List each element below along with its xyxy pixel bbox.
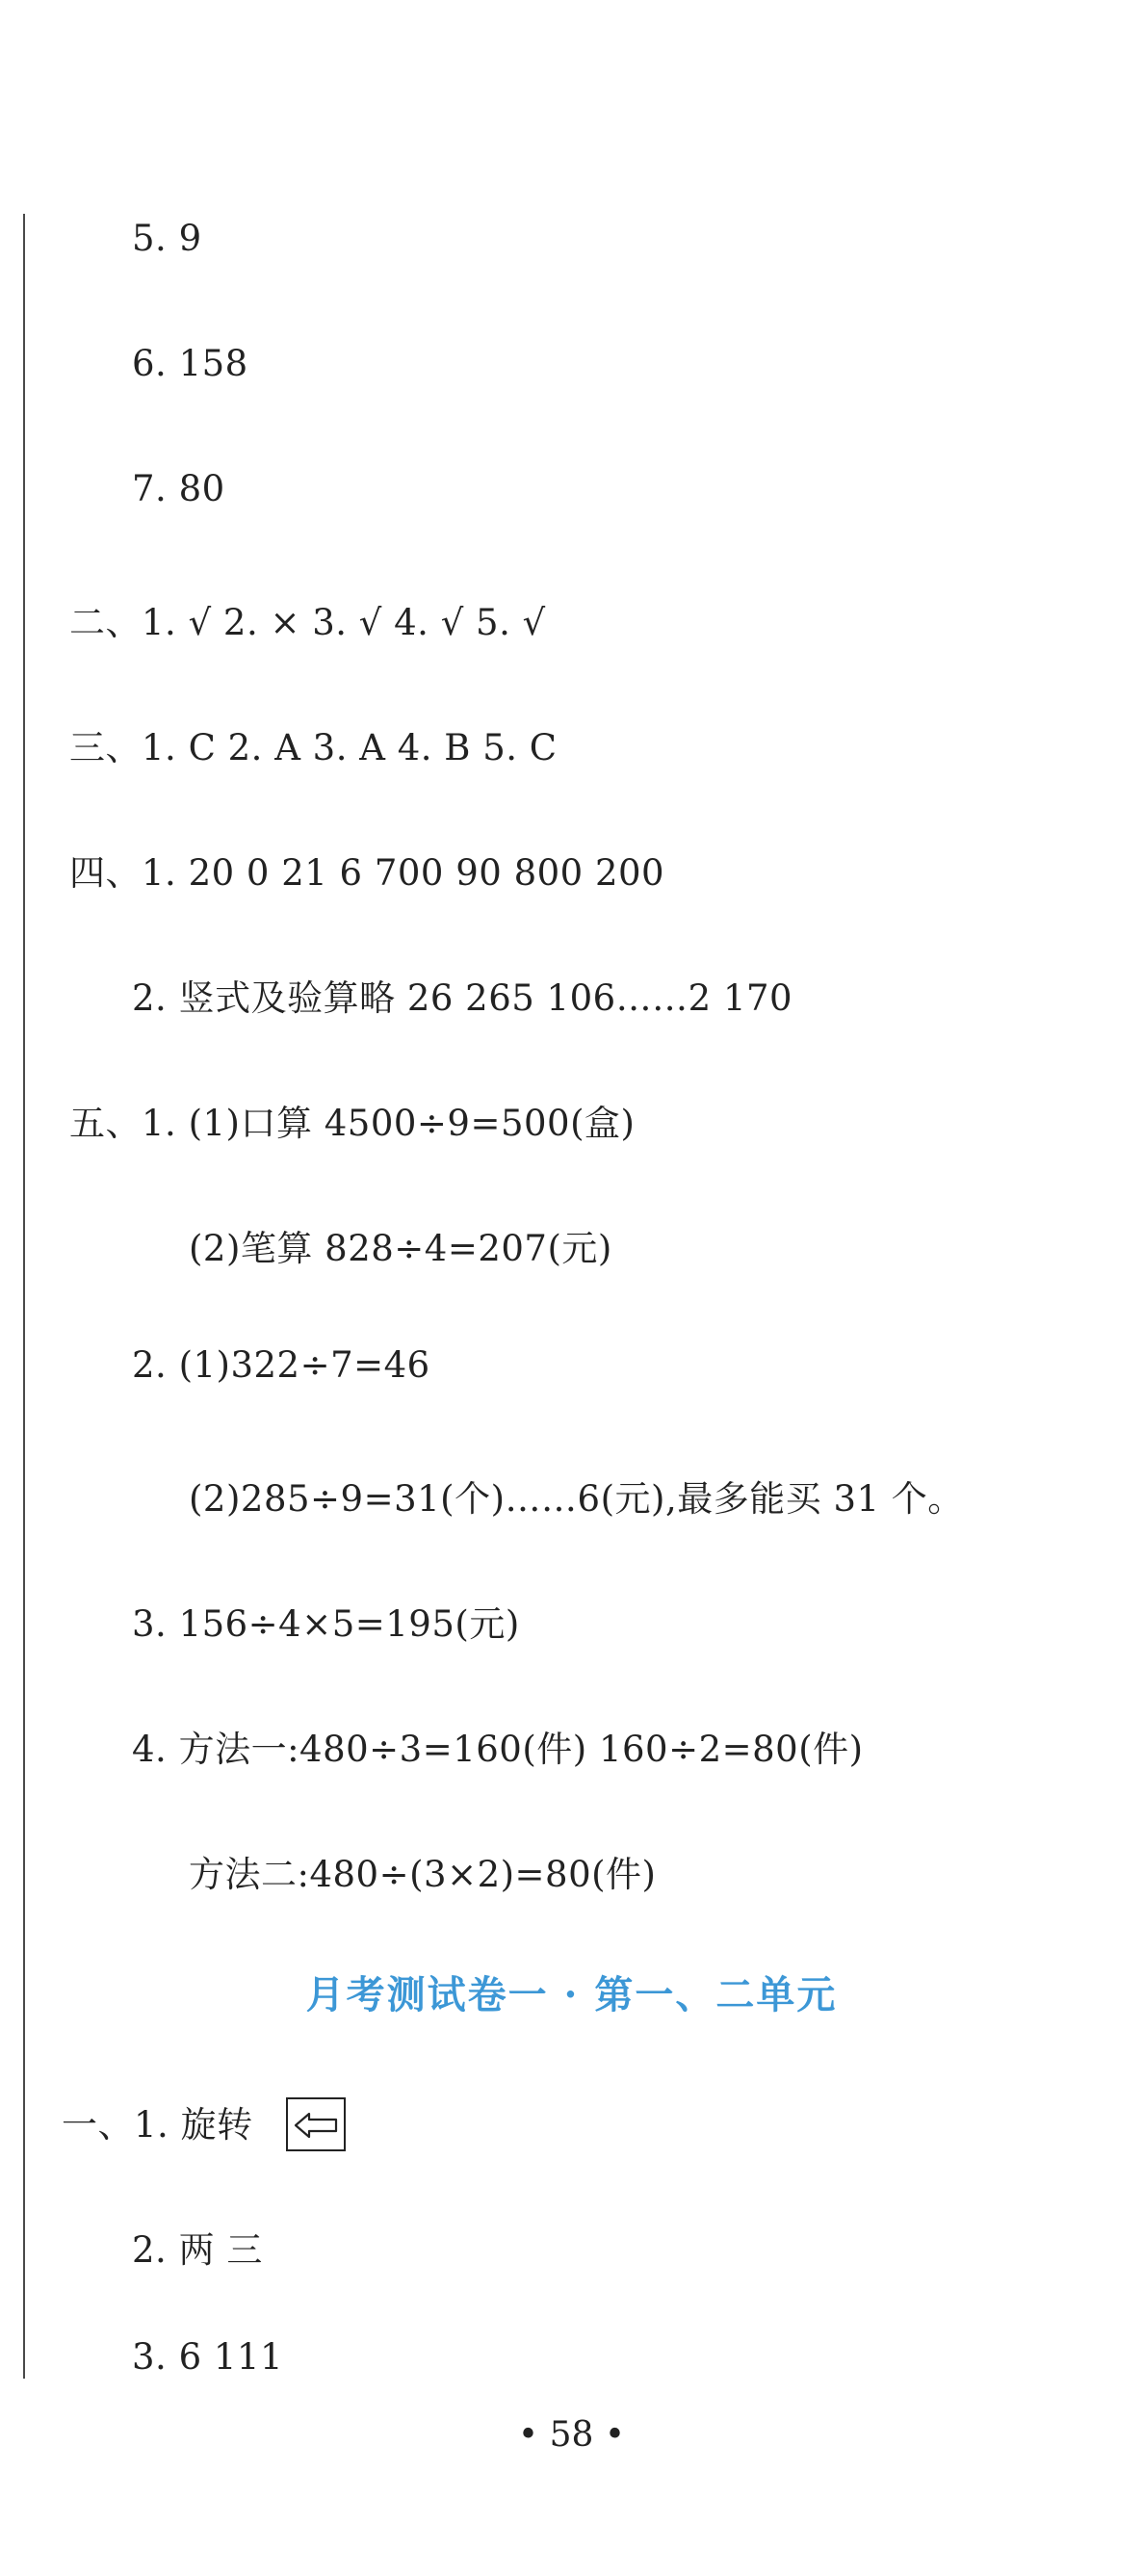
answer-line: (2)笔算 828÷4=207(元) xyxy=(189,1228,612,1269)
answer-line: 方法二:480÷(3×2)=80(件) xyxy=(189,1854,657,1895)
answer-line: 二、1. √ 2. × 3. √ 4. √ 5. √ xyxy=(69,602,546,643)
answer-line: 7. 80 xyxy=(132,468,225,509)
section-title: 月考测试卷一 · 第一、二单元 xyxy=(305,1972,838,2017)
answer-line: 五、1. (1)口算 4500÷9=500(盒) xyxy=(69,1103,636,1144)
page-number: • 58 • xyxy=(517,2415,626,2455)
left-arrow-icon xyxy=(286,2097,346,2151)
left-margin-rule xyxy=(23,214,25,2379)
answer-line: 5. 9 xyxy=(132,218,202,259)
answer-line: 三、1. C 2. A 3. A 4. B 5. C xyxy=(69,727,558,768)
answer-line: 6. 158 xyxy=(132,343,248,384)
answer-line xyxy=(62,2095,346,2155)
answer-line: 3. 156÷4×5=195(元) xyxy=(132,1603,520,1645)
answer-line: (2)285÷9=31(个)……6(元),最多能买 31 个。 xyxy=(189,1478,964,1520)
answer-line: 四、1. 20 0 21 6 700 90 800 200 xyxy=(69,852,665,894)
answer-line-text: 一、1. 旋转 xyxy=(62,2104,253,2146)
answer-line: 2. 竖式及验算略 26 265 106……2 170 xyxy=(132,977,793,1019)
answer-line: 4. 方法一:480÷3=160(件) 160÷2=80(件) xyxy=(132,1729,864,1770)
answer-line: 3. 6 111 xyxy=(132,2336,283,2378)
answer-line: 2. (1)322÷7=46 xyxy=(132,1344,430,1386)
answer-line: 2. 两 三 xyxy=(132,2229,263,2271)
